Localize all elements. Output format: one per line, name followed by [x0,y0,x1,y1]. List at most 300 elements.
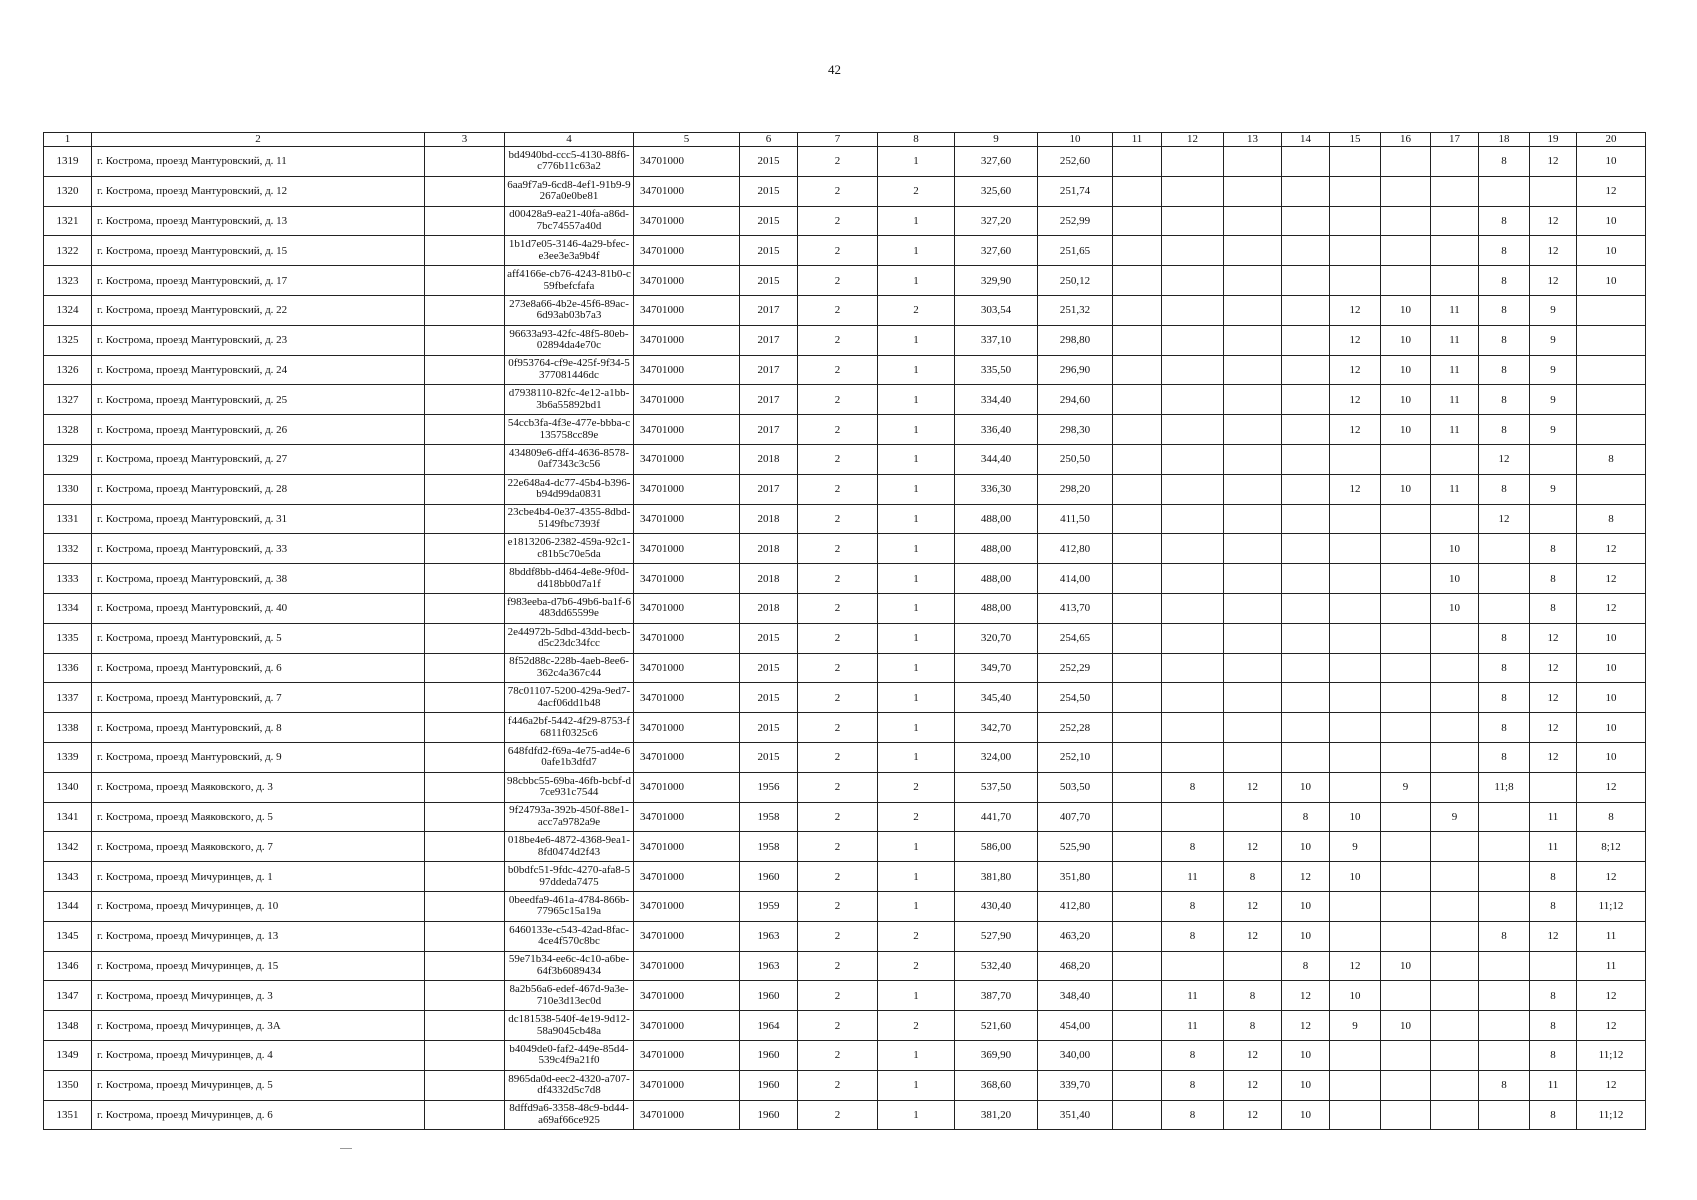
cell-col-15: 12 [1330,295,1381,325]
cell-living-area: 414,00 [1038,564,1113,594]
cell-col-14: 8 [1282,951,1330,981]
cell-col-19: 8 [1530,1040,1577,1070]
column-header-4: 4 [505,133,634,147]
cell-col-14: 12 [1282,862,1330,892]
table-row [44,147,1646,177]
cell-col-17 [1431,683,1479,713]
cell-col-19: 8 [1530,891,1577,921]
cell-living-area: 252,99 [1038,206,1113,236]
cell-column-3 [425,921,505,951]
cell-col-18 [1479,534,1530,564]
cell-col-20: 12 [1577,1011,1646,1041]
cell-col-19: 12 [1530,206,1577,236]
cell-col-18 [1479,802,1530,832]
cell-col-19: 12 [1530,713,1577,743]
cell-year-built: 2017 [740,325,798,355]
cell-floors: 2 [798,266,878,296]
cell-col-20 [1577,295,1646,325]
cell-col-17 [1431,1040,1479,1070]
cell-entrances: 2 [878,1011,955,1041]
cell-col-11 [1113,921,1162,951]
cell-col-11 [1113,206,1162,236]
column-header-5: 5 [634,133,740,147]
cell-oktmo-code: 34701000 [634,1040,740,1070]
cell-column-3 [425,891,505,921]
cell-col-14 [1282,355,1330,385]
table-row [44,981,1646,1011]
cell-col-17 [1431,623,1479,653]
table-row [44,355,1646,385]
cell-col-12 [1162,236,1224,266]
cell-row-number: 1328 [44,415,92,445]
cell-col-18: 12 [1479,504,1530,534]
column-header-15: 15 [1330,133,1381,147]
cell-col-20: 12 [1577,564,1646,594]
cell-total-area: 586,00 [955,832,1038,862]
cell-oktmo-code: 34701000 [634,1070,740,1100]
cell-total-area: 430,40 [955,891,1038,921]
cell-col-14 [1282,593,1330,623]
cell-oktmo-code: 34701000 [634,742,740,772]
cell-row-number: 1320 [44,176,92,206]
cell-col-13: 12 [1224,832,1282,862]
cell-oktmo-code: 34701000 [634,504,740,534]
cell-col-20: 12 [1577,981,1646,1011]
cell-floors: 2 [798,534,878,564]
cell-col-18: 8 [1479,325,1530,355]
cell-oktmo-code: 34701000 [634,921,740,951]
cell-total-area: 532,40 [955,951,1038,981]
cell-column-3 [425,742,505,772]
cell-column-3 [425,266,505,296]
cell-house-uuid: 8f52d88c-228b-4aeb-8ee6-362c4a367c44 [505,653,634,683]
table-row [44,385,1646,415]
cell-col-17 [1431,772,1479,802]
table-row [44,862,1646,892]
cell-column-3 [425,385,505,415]
cell-col-12 [1162,951,1224,981]
column-header-8: 8 [878,133,955,147]
cell-row-number: 1340 [44,772,92,802]
table-row [44,444,1646,474]
cell-col-17 [1431,266,1479,296]
cell-col-20: 11;12 [1577,891,1646,921]
cell-col-14 [1282,176,1330,206]
cell-floors: 2 [798,772,878,802]
cell-col-14 [1282,444,1330,474]
cell-row-number: 1350 [44,1070,92,1100]
cell-living-area: 525,90 [1038,832,1113,862]
cell-col-13: 8 [1224,862,1282,892]
cell-floors: 2 [798,623,878,653]
cell-living-area: 294,60 [1038,385,1113,415]
cell-floors: 2 [798,802,878,832]
cell-oktmo-code: 34701000 [634,772,740,802]
table-row [44,176,1646,206]
table-row [44,325,1646,355]
cell-column-3 [425,474,505,504]
cell-col-19: 9 [1530,385,1577,415]
cell-entrances: 1 [878,653,955,683]
cell-col-13: 8 [1224,1011,1282,1041]
cell-entrances: 1 [878,891,955,921]
cell-address: г. Кострома, проезд Мичуринцев, д. 5 [92,1070,425,1100]
cell-col-13: 12 [1224,1070,1282,1100]
cell-entrances: 1 [878,355,955,385]
cell-floors: 2 [798,1100,878,1130]
cell-col-19 [1530,444,1577,474]
cell-col-17: 11 [1431,415,1479,445]
cell-col-19: 11 [1530,832,1577,862]
cell-col-18: 8 [1479,206,1530,236]
cell-col-20: 11 [1577,921,1646,951]
cell-oktmo-code: 34701000 [634,1011,740,1041]
cell-row-number: 1346 [44,951,92,981]
cell-year-built: 1963 [740,921,798,951]
cell-living-area: 298,30 [1038,415,1113,445]
cell-total-area: 337,10 [955,325,1038,355]
cell-oktmo-code: 34701000 [634,891,740,921]
cell-col-16: 10 [1381,1011,1431,1041]
cell-col-12: 8 [1162,891,1224,921]
cell-entrances: 1 [878,832,955,862]
cell-living-area: 252,10 [1038,742,1113,772]
cell-col-13 [1224,504,1282,534]
cell-col-13 [1224,266,1282,296]
cell-col-12 [1162,385,1224,415]
cell-oktmo-code: 34701000 [634,147,740,177]
cell-col-12 [1162,742,1224,772]
cell-column-3 [425,862,505,892]
cell-col-16 [1381,981,1431,1011]
cell-col-13 [1224,206,1282,236]
cell-total-area: 527,90 [955,921,1038,951]
cell-col-12 [1162,325,1224,355]
cell-col-17: 11 [1431,295,1479,325]
cell-col-15: 12 [1330,385,1381,415]
cell-house-uuid: bd4940bd-ccc5-4130-88f6-c776b11c63a2 [505,147,634,177]
cell-col-19: 12 [1530,266,1577,296]
cell-oktmo-code: 34701000 [634,832,740,862]
cell-col-12: 11 [1162,1011,1224,1041]
cell-col-12 [1162,147,1224,177]
cell-col-16: 10 [1381,951,1431,981]
cell-column-3 [425,504,505,534]
cell-col-12 [1162,355,1224,385]
cell-col-20 [1577,355,1646,385]
cell-col-20: 8 [1577,504,1646,534]
cell-floors: 2 [798,206,878,236]
cell-col-16 [1381,683,1431,713]
cell-col-17 [1431,832,1479,862]
cell-col-16 [1381,444,1431,474]
cell-col-15 [1330,236,1381,266]
cell-col-19: 12 [1530,683,1577,713]
cell-year-built: 1964 [740,1011,798,1041]
cell-living-area: 250,50 [1038,444,1113,474]
cell-col-16: 10 [1381,325,1431,355]
cell-col-18 [1479,176,1530,206]
cell-entrances: 1 [878,504,955,534]
cell-col-17 [1431,444,1479,474]
cell-total-area: 327,60 [955,147,1038,177]
cell-col-12 [1162,653,1224,683]
cell-col-14: 10 [1282,1040,1330,1070]
table-row [44,206,1646,236]
cell-col-12: 11 [1162,981,1224,1011]
cell-col-16 [1381,206,1431,236]
column-header-12: 12 [1162,133,1224,147]
cell-col-11 [1113,772,1162,802]
cell-col-13 [1224,742,1282,772]
cell-col-16 [1381,266,1431,296]
table-row [44,772,1646,802]
cell-entrances: 1 [878,683,955,713]
cell-total-area: 488,00 [955,593,1038,623]
cell-col-12 [1162,713,1224,743]
cell-col-18 [1479,981,1530,1011]
cell-col-18: 8 [1479,921,1530,951]
cell-column-3 [425,236,505,266]
cell-col-19: 9 [1530,295,1577,325]
cell-house-uuid: f446a2bf-5442-4f29-8753-f6811f0325c6 [505,713,634,743]
cell-address: г. Кострома, проезд Мантуровский, д. 40 [92,593,425,623]
cell-year-built: 2015 [740,683,798,713]
cell-column-3 [425,564,505,594]
cell-col-13 [1224,236,1282,266]
column-header-19: 19 [1530,133,1577,147]
cell-col-13 [1224,534,1282,564]
cell-col-11 [1113,385,1162,415]
table-row [44,1100,1646,1130]
cell-col-11 [1113,444,1162,474]
cell-house-uuid: b0bdfc51-9fdc-4270-afa8-597ddeda7475 [505,862,634,892]
cell-col-11 [1113,534,1162,564]
cell-col-12: 8 [1162,921,1224,951]
cell-address: г. Кострома, проезд Мантуровский, д. 7 [92,683,425,713]
table-row [44,1040,1646,1070]
cell-floors: 2 [798,564,878,594]
cell-address: г. Кострома, проезд Мантуровский, д. 9 [92,742,425,772]
cell-col-14 [1282,295,1330,325]
cell-col-14: 10 [1282,891,1330,921]
cell-column-3 [425,147,505,177]
column-header-1: 1 [44,133,92,147]
cell-year-built: 2015 [740,176,798,206]
cell-floors: 2 [798,325,878,355]
cell-total-area: 488,00 [955,504,1038,534]
cell-col-13 [1224,713,1282,743]
table-row [44,415,1646,445]
cell-col-20: 8 [1577,444,1646,474]
cell-entrances: 1 [878,385,955,415]
cell-house-uuid: 434809e6-dff4-4636-8578-0af7343c3c56 [505,444,634,474]
cell-col-16 [1381,802,1431,832]
cell-col-11 [1113,1040,1162,1070]
cell-entrances: 1 [878,742,955,772]
cell-col-11 [1113,832,1162,862]
cell-col-17 [1431,176,1479,206]
column-header-16: 16 [1381,133,1431,147]
cell-col-17: 11 [1431,355,1479,385]
cell-col-14: 10 [1282,832,1330,862]
cell-col-11 [1113,981,1162,1011]
column-header-14: 14 [1282,133,1330,147]
cell-col-20: 11 [1577,951,1646,981]
cell-col-13 [1224,355,1282,385]
cell-address: г. Кострома, проезд Мантуровский, д. 13 [92,206,425,236]
cell-col-13: 8 [1224,981,1282,1011]
cell-year-built: 2017 [740,415,798,445]
cell-year-built: 1960 [740,1100,798,1130]
cell-address: г. Кострома, проезд Мичуринцев, д. 15 [92,951,425,981]
cell-living-area: 252,60 [1038,147,1113,177]
cell-row-number: 1336 [44,653,92,683]
cell-floors: 2 [798,504,878,534]
cell-year-built: 2018 [740,444,798,474]
cell-entrances: 1 [878,534,955,564]
cell-col-16 [1381,236,1431,266]
cell-col-11 [1113,862,1162,892]
cell-living-area: 412,80 [1038,534,1113,564]
cell-col-18: 8 [1479,623,1530,653]
cell-col-15 [1330,266,1381,296]
cell-oktmo-code: 34701000 [634,236,740,266]
cell-living-area: 351,40 [1038,1100,1113,1130]
cell-living-area: 296,90 [1038,355,1113,385]
cell-oktmo-code: 34701000 [634,474,740,504]
cell-col-19: 12 [1530,147,1577,177]
cell-year-built: 2018 [740,534,798,564]
cell-col-11 [1113,802,1162,832]
cell-address: г. Кострома, проезд Мантуровский, д. 38 [92,564,425,594]
cell-col-20 [1577,385,1646,415]
cell-col-14: 10 [1282,772,1330,802]
cell-column-3 [425,355,505,385]
cell-col-13 [1224,385,1282,415]
cell-col-18: 8 [1479,415,1530,445]
cell-floors: 2 [798,742,878,772]
cell-living-area: 468,20 [1038,951,1113,981]
cell-col-20 [1577,325,1646,355]
cell-col-11 [1113,1011,1162,1041]
cell-col-15: 12 [1330,415,1381,445]
cell-row-number: 1338 [44,713,92,743]
cell-col-15 [1330,683,1381,713]
cell-address: г. Кострома, проезд Мичуринцев, д. 1 [92,862,425,892]
cell-oktmo-code: 34701000 [634,951,740,981]
cell-row-number: 1322 [44,236,92,266]
cell-col-18 [1479,862,1530,892]
cell-entrances: 1 [878,444,955,474]
cell-living-area: 463,20 [1038,921,1113,951]
cell-col-20: 12 [1577,862,1646,892]
cell-column-3 [425,295,505,325]
cell-year-built: 2018 [740,504,798,534]
cell-floors: 2 [798,862,878,892]
cell-total-area: 349,70 [955,653,1038,683]
cell-oktmo-code: 34701000 [634,713,740,743]
cell-entrances: 2 [878,951,955,981]
cell-col-11 [1113,713,1162,743]
cell-floors: 2 [798,951,878,981]
cell-row-number: 1324 [44,295,92,325]
cell-col-11 [1113,474,1162,504]
cell-house-uuid: 6460133e-c543-42ad-8fac-4ce4f570c8bc [505,921,634,951]
cell-col-18: 8 [1479,295,1530,325]
cell-col-15: 10 [1330,862,1381,892]
cell-entrances: 2 [878,921,955,951]
cell-year-built: 2015 [740,266,798,296]
cell-col-19: 9 [1530,325,1577,355]
cell-total-area: 324,00 [955,742,1038,772]
cell-col-12 [1162,415,1224,445]
cell-col-19: 8 [1530,1100,1577,1130]
cell-oktmo-code: 34701000 [634,266,740,296]
cell-col-20: 12 [1577,1070,1646,1100]
cell-col-15: 12 [1330,355,1381,385]
table-row [44,1011,1646,1041]
cell-col-17 [1431,1070,1479,1100]
cell-row-number: 1345 [44,921,92,951]
cell-entrances: 2 [878,802,955,832]
cell-col-12 [1162,266,1224,296]
cell-col-17 [1431,504,1479,534]
cell-col-16 [1381,623,1431,653]
cell-row-number: 1347 [44,981,92,1011]
cell-oktmo-code: 34701000 [634,444,740,474]
cell-col-20: 12 [1577,593,1646,623]
cell-col-19: 11 [1530,802,1577,832]
cell-col-20: 10 [1577,147,1646,177]
cell-col-17: 10 [1431,534,1479,564]
cell-row-number: 1323 [44,266,92,296]
cell-col-13 [1224,176,1282,206]
cell-oktmo-code: 34701000 [634,862,740,892]
table-row [44,951,1646,981]
cell-entrances: 1 [878,623,955,653]
cell-row-number: 1334 [44,593,92,623]
cell-row-number: 1335 [44,623,92,653]
cell-col-12 [1162,444,1224,474]
cell-col-16 [1381,1040,1431,1070]
cell-col-19: 8 [1530,564,1577,594]
cell-col-17 [1431,653,1479,683]
cell-floors: 2 [798,295,878,325]
cell-living-area: 250,12 [1038,266,1113,296]
cell-col-20: 12 [1577,772,1646,802]
cell-col-19: 12 [1530,653,1577,683]
cell-row-number: 1351 [44,1100,92,1130]
cell-col-17 [1431,1011,1479,1041]
cell-col-16 [1381,713,1431,743]
cell-address: г. Кострома, проезд Мантуровский, д. 6 [92,653,425,683]
cell-col-16: 10 [1381,385,1431,415]
cell-col-12 [1162,564,1224,594]
cell-year-built: 2018 [740,593,798,623]
column-header-11: 11 [1113,133,1162,147]
cell-oktmo-code: 34701000 [634,564,740,594]
cell-oktmo-code: 34701000 [634,683,740,713]
cell-col-11 [1113,951,1162,981]
cell-col-18: 8 [1479,1070,1530,1100]
cell-col-14: 10 [1282,1070,1330,1100]
cell-col-14 [1282,534,1330,564]
cell-column-3 [425,802,505,832]
cell-house-uuid: d00428a9-ea21-40fa-a86d-7bc74557a40d [505,206,634,236]
cell-col-19: 11 [1530,1070,1577,1100]
cell-col-15 [1330,713,1381,743]
